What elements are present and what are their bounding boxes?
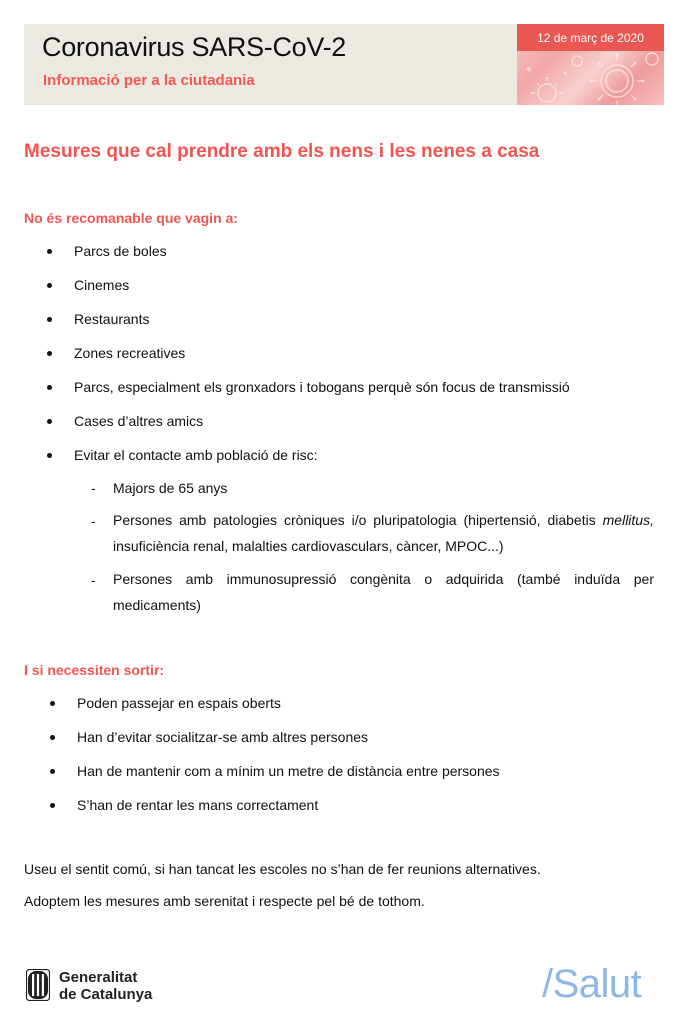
list-item: Cinemes bbox=[74, 277, 130, 293]
header-subtitle: Informació per a la ciutadania bbox=[43, 72, 255, 89]
header-title-code: SARS-CoV-2 bbox=[191, 32, 347, 62]
org-name-line1: Generalitat bbox=[59, 969, 138, 986]
list-item: Parcs, especialment els gronxadors i tobogans perquè són focus de transmissió bbox=[74, 379, 570, 395]
list-item: Han d’evitar socialitzar-se amb altres persones bbox=[77, 729, 369, 745]
generalitat-logo bbox=[26, 966, 156, 1006]
page-title: Mesures que cal prendre amb els nens i les nenes a casa bbox=[24, 141, 540, 162]
list-item: Cases d’altres amics bbox=[74, 413, 204, 429]
date-label: 12 de març de 2020 bbox=[517, 24, 664, 51]
bullet-icon bbox=[47, 419, 52, 424]
bullet-icon bbox=[50, 735, 55, 740]
org-name-line2: de Catalunya bbox=[59, 986, 153, 1003]
closing-paragraph: Useu el sentit comú, si han tancat les escoles no s’han de fer reunions alternatives. bbox=[24, 861, 541, 877]
sub-list-item: Persones amb immunosupressió congènita o adquirida (també induïda per medicaments) bbox=[113, 571, 654, 613]
sub-item-text: insuficiència renal, malalties cardiovasculars, càncer, MPOC...) bbox=[113, 538, 504, 554]
header-title bbox=[42, 32, 346, 63]
sub-list-item bbox=[113, 507, 654, 559]
section-heading-going-out: I si necessiten sortir: bbox=[24, 662, 165, 678]
sub-item-text: Persones amb patologies cròniques i/o pluripatologia (hipertensió, diabetis bbox=[113, 512, 603, 528]
sub-list-item: Majors de 65 anys bbox=[113, 480, 228, 496]
dash-icon: - bbox=[91, 572, 96, 588]
header-banner bbox=[24, 24, 664, 105]
dash-icon: - bbox=[91, 480, 96, 496]
header-title-main: Coronavirus bbox=[42, 32, 185, 62]
bullet-icon bbox=[47, 453, 52, 458]
bullet-icon bbox=[47, 317, 52, 322]
bullet-icon bbox=[50, 769, 55, 774]
list-item: Restaurants bbox=[74, 311, 150, 327]
list-item: Evitar el contacte amb població de risc: bbox=[74, 447, 318, 463]
generalitat-shield-icon bbox=[26, 969, 50, 1001]
bullet-icon bbox=[47, 249, 52, 254]
section-heading-not-recommended: No és recomanable que vagin a: bbox=[24, 210, 238, 226]
list-item: Poden passejar en espais oberts bbox=[77, 695, 281, 711]
bullet-icon bbox=[47, 351, 52, 356]
bullet-icon bbox=[47, 385, 52, 390]
list-item: Zones recreatives bbox=[74, 345, 186, 361]
bullet-icon bbox=[47, 283, 52, 288]
date-panel bbox=[517, 24, 664, 105]
bullet-icon bbox=[50, 803, 55, 808]
salut-brand: /Salut bbox=[542, 962, 642, 1006]
list-item: Han de mantenir com a mínim un metre de distància entre persones bbox=[77, 763, 500, 779]
closing-paragraph: Adoptem les mesures amb serenitat i respecte pel bé de tothom. bbox=[24, 893, 425, 909]
list-item: Parcs de boles bbox=[74, 243, 167, 259]
dash-icon: - bbox=[91, 513, 96, 529]
org-name bbox=[59, 969, 152, 1003]
bullet-icon bbox=[50, 701, 55, 706]
coronavirus-illustration-icon bbox=[517, 51, 664, 105]
list-item: S’han de rentar les mans correctament bbox=[77, 797, 319, 813]
sub-item-italic: mellitus, bbox=[602, 512, 654, 528]
